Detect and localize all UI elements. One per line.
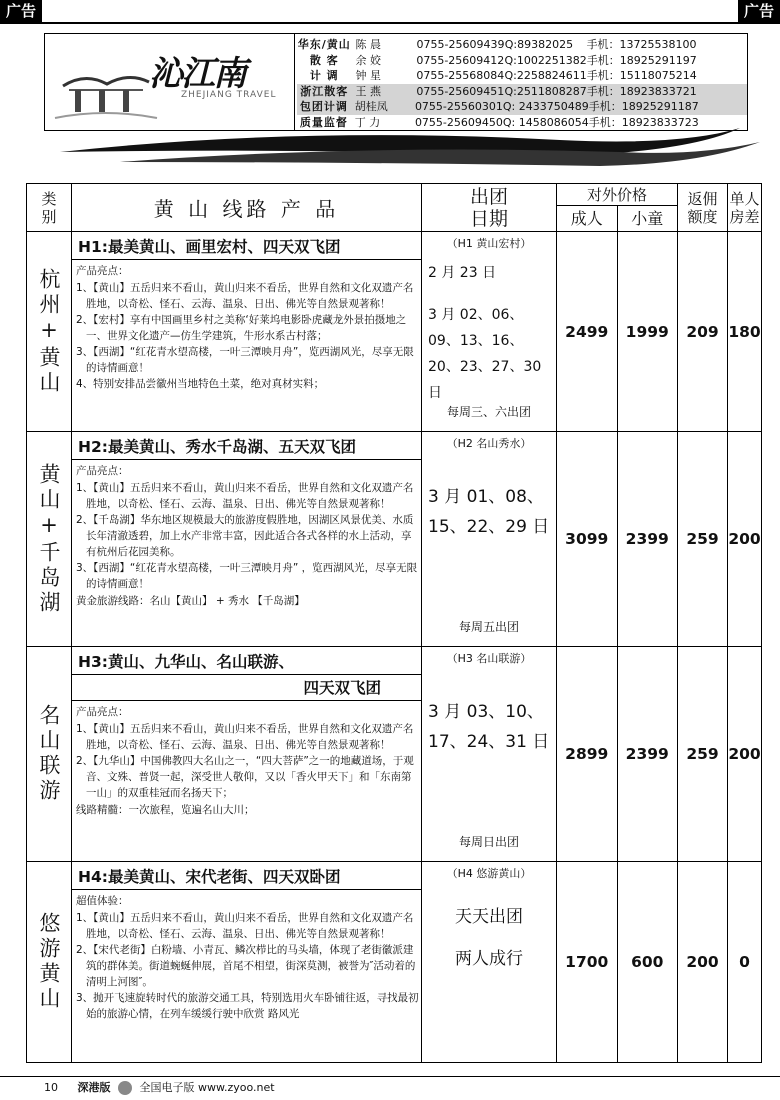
route-title: H2:最美黄山、秀水千岛湖、五天双飞团 — [72, 435, 421, 460]
route-category: 名山联游 — [27, 647, 72, 861]
header-adult: 成人 — [557, 206, 618, 231]
table-body — [27, 232, 761, 1062]
contact-list — [297, 37, 747, 130]
departure-date: 天天出团 — [455, 907, 523, 927]
route-highlight: 3、抛开飞速旋转时代的旅游交通工具，特别选用火车卧铺往返，寻找最初始的旅游心情，在列车缓缓行驶中欣赏 路风光 — [76, 992, 419, 1020]
table-header — [27, 184, 761, 232]
price-child: 2399 — [618, 432, 679, 646]
date-code: （H2 名山秀水） — [446, 437, 532, 450]
price-child: 600 — [618, 862, 679, 1062]
commission-value: 259 — [678, 432, 728, 646]
header-product: 黄 山 线路 产 品 — [72, 184, 422, 231]
departure-date: 17、24、31 日 — [428, 732, 550, 752]
contact-phone: 0755-25560301 — [414, 100, 503, 113]
departure-date: 3 月 02、06、09、13、16、20、23、27、30 日 — [428, 307, 542, 401]
route-category: 黄山+千岛湖 — [27, 432, 72, 646]
departure-date: 15、22、29 日 — [428, 517, 550, 537]
route-subtitle: 产品亮点： — [76, 706, 129, 718]
date-code: （H1 黄山宏村） — [446, 237, 532, 250]
contact-role: 散 客 — [309, 53, 339, 67]
route-title-cont: 四天双飞团 — [72, 676, 421, 701]
header-single: 单人 房差 — [729, 189, 760, 226]
contact-qq: Q:2258824611 — [504, 69, 587, 82]
contact-mobile: 手机：13725538100 — [586, 38, 697, 51]
route-title: H1:最美黄山、画里宏村、四天双飞团 — [72, 235, 421, 260]
contact-row — [297, 84, 747, 100]
route-category: 杭州+黄山 — [27, 232, 72, 431]
route-highlight: 3、【西湖】“红花青水望高楼，一叶三潭映月舟”，览西湖风光，尽享无限的诗情画意！ — [76, 346, 414, 374]
contact-mobile: 手机：18925291187 — [588, 100, 699, 113]
single-room-value: 200 — [728, 530, 761, 548]
contact-name: 余 姣 — [355, 53, 381, 67]
contact-mobile: 手机：15118075214 — [586, 69, 697, 82]
contact-row — [297, 68, 747, 84]
contact-mobile: 手机：18923833723 — [588, 115, 699, 129]
departure-date: 3 月 03、10、 — [428, 702, 544, 722]
brush-swoosh-decoration — [0, 122, 780, 182]
contact-role: 质量监督 — [299, 115, 348, 129]
contact-name: 王 燕 — [355, 84, 381, 98]
route-highlight: 1、【黄山】五岳归来不看山，黄山归来不看岳，世界自然和文化双遗产名胜地，以奇松、怪石、云海、温泉、日出、佛光等自然景观著称！ — [76, 723, 414, 751]
contact-phone: 0755-25609451 — [416, 84, 505, 98]
route-highlight: 1、【黄山】五岳归来不看山，黄山归来不看岳，世界自然和文化双遗产名胜地，以奇松、怪石、云海、温泉、日出、佛光等自然景观著称！ — [76, 282, 414, 310]
header-category: 类 别 — [27, 184, 72, 231]
contact-row — [297, 53, 747, 69]
price-adult: 3099 — [557, 432, 618, 646]
contact-name: 钟 星 — [355, 69, 381, 82]
price-adult: 1700 — [557, 862, 618, 1062]
price-adult: 2499 — [557, 232, 618, 431]
website-text: 全国电子版 www.zyoo.net — [139, 1081, 275, 1094]
date-code: （H3 名山联游） — [446, 652, 532, 665]
contact-role: 浙江散客 — [300, 84, 349, 98]
route-description — [72, 232, 422, 431]
route-highlight: 4、特别安排品尝徽州当地特色土菜，绝对真材实料； — [76, 378, 325, 390]
route-dates — [422, 862, 557, 1062]
commission-value: 259 — [678, 647, 728, 861]
route-highlight: 1、【黄山】五岳归来不看山，黄山归来不看岳，世界自然和文化双遗产名胜地，以奇松、怪石、云海、温泉、日出、佛光等自然景观著称！ — [76, 482, 414, 510]
contact-row — [297, 99, 747, 115]
contact-name: 胡桂凤 — [354, 100, 388, 113]
route-row — [27, 432, 761, 647]
top-rule — [0, 22, 780, 24]
route-subtitle: 超值体验： — [76, 895, 129, 907]
single-room-value: 0 — [739, 953, 750, 971]
contact-row — [297, 37, 747, 53]
contact-phone: 0755-25609412 — [416, 53, 505, 67]
commission-value: 209 — [678, 232, 728, 431]
departure-date: 3 月 01、08、 — [428, 487, 544, 507]
contact-phone: 0755-25568084 — [416, 69, 505, 82]
contact-phone: 0755-25609450 — [414, 115, 503, 129]
route-highlight: 2、【九华山】中国佛教四大名山之一，“四大菩萨”之一的地藏道场，于观音、文殊、普贤一起，深受世人敬仰，又以「香火甲天下」和「东南第一山」的双重桂冠而名扬天下； — [76, 755, 414, 799]
departure-date: 两人成行 — [455, 949, 523, 969]
contact-name: 陈 晨 — [355, 38, 382, 51]
contact-role: 计 调 — [309, 69, 339, 82]
route-footer-note: 线路精髓：一次旅程，览遍名山大川； — [76, 804, 255, 816]
single-room-value: 180 — [728, 322, 761, 341]
contact-role: 包团计调 — [299, 100, 348, 113]
route-row — [27, 647, 761, 862]
route-highlight: 2、【千岛湖】华东地区规模最大的旅游度假胜地，因湖区风景优美、水质长年清澈透碧，加上水产非常丰富，因此适合各式各样的水上活动，享有杭州后花园美称。 — [76, 514, 414, 558]
date-code: （H4 悠游黄山） — [446, 867, 532, 880]
price-child: 2399 — [618, 647, 679, 861]
contact-phone: 0755-25609439 — [416, 38, 505, 51]
route-table — [26, 183, 762, 1063]
contact-qq: Q: 1458086054 — [502, 115, 589, 129]
price-child: 1999 — [618, 232, 679, 431]
single-room-value: 200 — [728, 745, 761, 763]
header-child: 小童 — [631, 209, 664, 228]
route-title: H3:黄山、九华山、名山联游、 — [72, 650, 421, 675]
route-dates — [422, 647, 557, 861]
header-price — [557, 184, 678, 231]
publisher-badge-icon — [118, 1081, 132, 1095]
route-highlight: 3、【西湖】“红花青水望高楼，一叶三潭映月舟” ，览西湖风光，尽享无限的诗情画意！ — [76, 562, 418, 590]
price-adult: 2899 — [557, 647, 618, 861]
commission-value: 200 — [678, 862, 728, 1062]
contact-role: 华东/黄山 — [297, 38, 351, 51]
route-highlight: 2、【宏村】享有中国画里乡村之美称‘好莱坞电影卧虎藏龙外景拍摄地之一、世界文化遗产—仿生学建筑，牛形水系古村落； — [76, 314, 407, 342]
route-dates — [422, 232, 557, 431]
header-commission: 返佣 额度 — [678, 184, 728, 231]
logo-subtext: ZHEJIANG TRAVEL — [181, 90, 277, 100]
contact-qq: Q:2511808287 — [504, 84, 587, 98]
header-price-label: 对外价格 — [557, 184, 677, 206]
contact-qq: Q:89382025 — [504, 38, 574, 51]
page-footer — [0, 1076, 780, 1100]
contact-mobile: 手机：18925291197 — [586, 53, 697, 67]
route-description — [72, 432, 422, 646]
page-number: 10 — [44, 1081, 58, 1094]
ad-label-left: 广告 — [0, 0, 42, 22]
weekly-schedule: 每周五出团 — [458, 620, 519, 634]
route-category: 悠游黄山 — [27, 862, 72, 1062]
route-description — [72, 647, 422, 861]
contact-mobile: 手机：18923833721 — [586, 84, 697, 98]
header-box — [44, 33, 748, 131]
contact-qq: Q:1002251382 — [504, 53, 587, 67]
pavilion-icon — [45, 34, 165, 130]
contact-qq: Q: 2433750489 — [502, 100, 589, 113]
route-footer-note: 黄金旅游线路：名山【黄山】 + 秀水 【千岛湖】 — [76, 595, 305, 607]
route-title: H4:最美黄山、宋代老街、四天双卧团 — [72, 865, 421, 890]
departure-date: 2 月 23 日 — [428, 265, 497, 281]
weekly-schedule: 每周日出团 — [458, 835, 519, 849]
route-highlight: 1、【黄山】五岳归来不看山，黄山归来不看岳，世界自然和文化双遗产名胜地，以奇松、怪石、云海、温泉、日出、佛光等自然景观著称！ — [76, 912, 414, 940]
route-description — [72, 862, 422, 1062]
header-date: 出团 日期 — [422, 184, 557, 231]
ad-label-right: 广告 — [738, 0, 780, 22]
route-row — [27, 862, 761, 1062]
route-subtitle: 产品亮点： — [76, 465, 129, 477]
route-dates — [422, 432, 557, 646]
route-highlight: 2、【宋代老街】白粉墙、小青瓦、鳞次栉比的马头墙，体现了老街徽派建筑的群体美。街道蜿蜒伸展，首尾不相望，街深莫测，被誉为″活动着的清明上河图″。 — [76, 944, 416, 988]
brand-logo — [45, 34, 295, 130]
edition-label: 深港版 — [77, 1081, 111, 1094]
contact-name: 丁 力 — [354, 115, 381, 129]
logo-text: 沁江南 — [149, 54, 245, 94]
route-row — [27, 232, 761, 432]
route-subtitle: 产品亮点： — [76, 265, 129, 277]
weekly-schedule: 每周三、六出团 — [446, 405, 531, 419]
